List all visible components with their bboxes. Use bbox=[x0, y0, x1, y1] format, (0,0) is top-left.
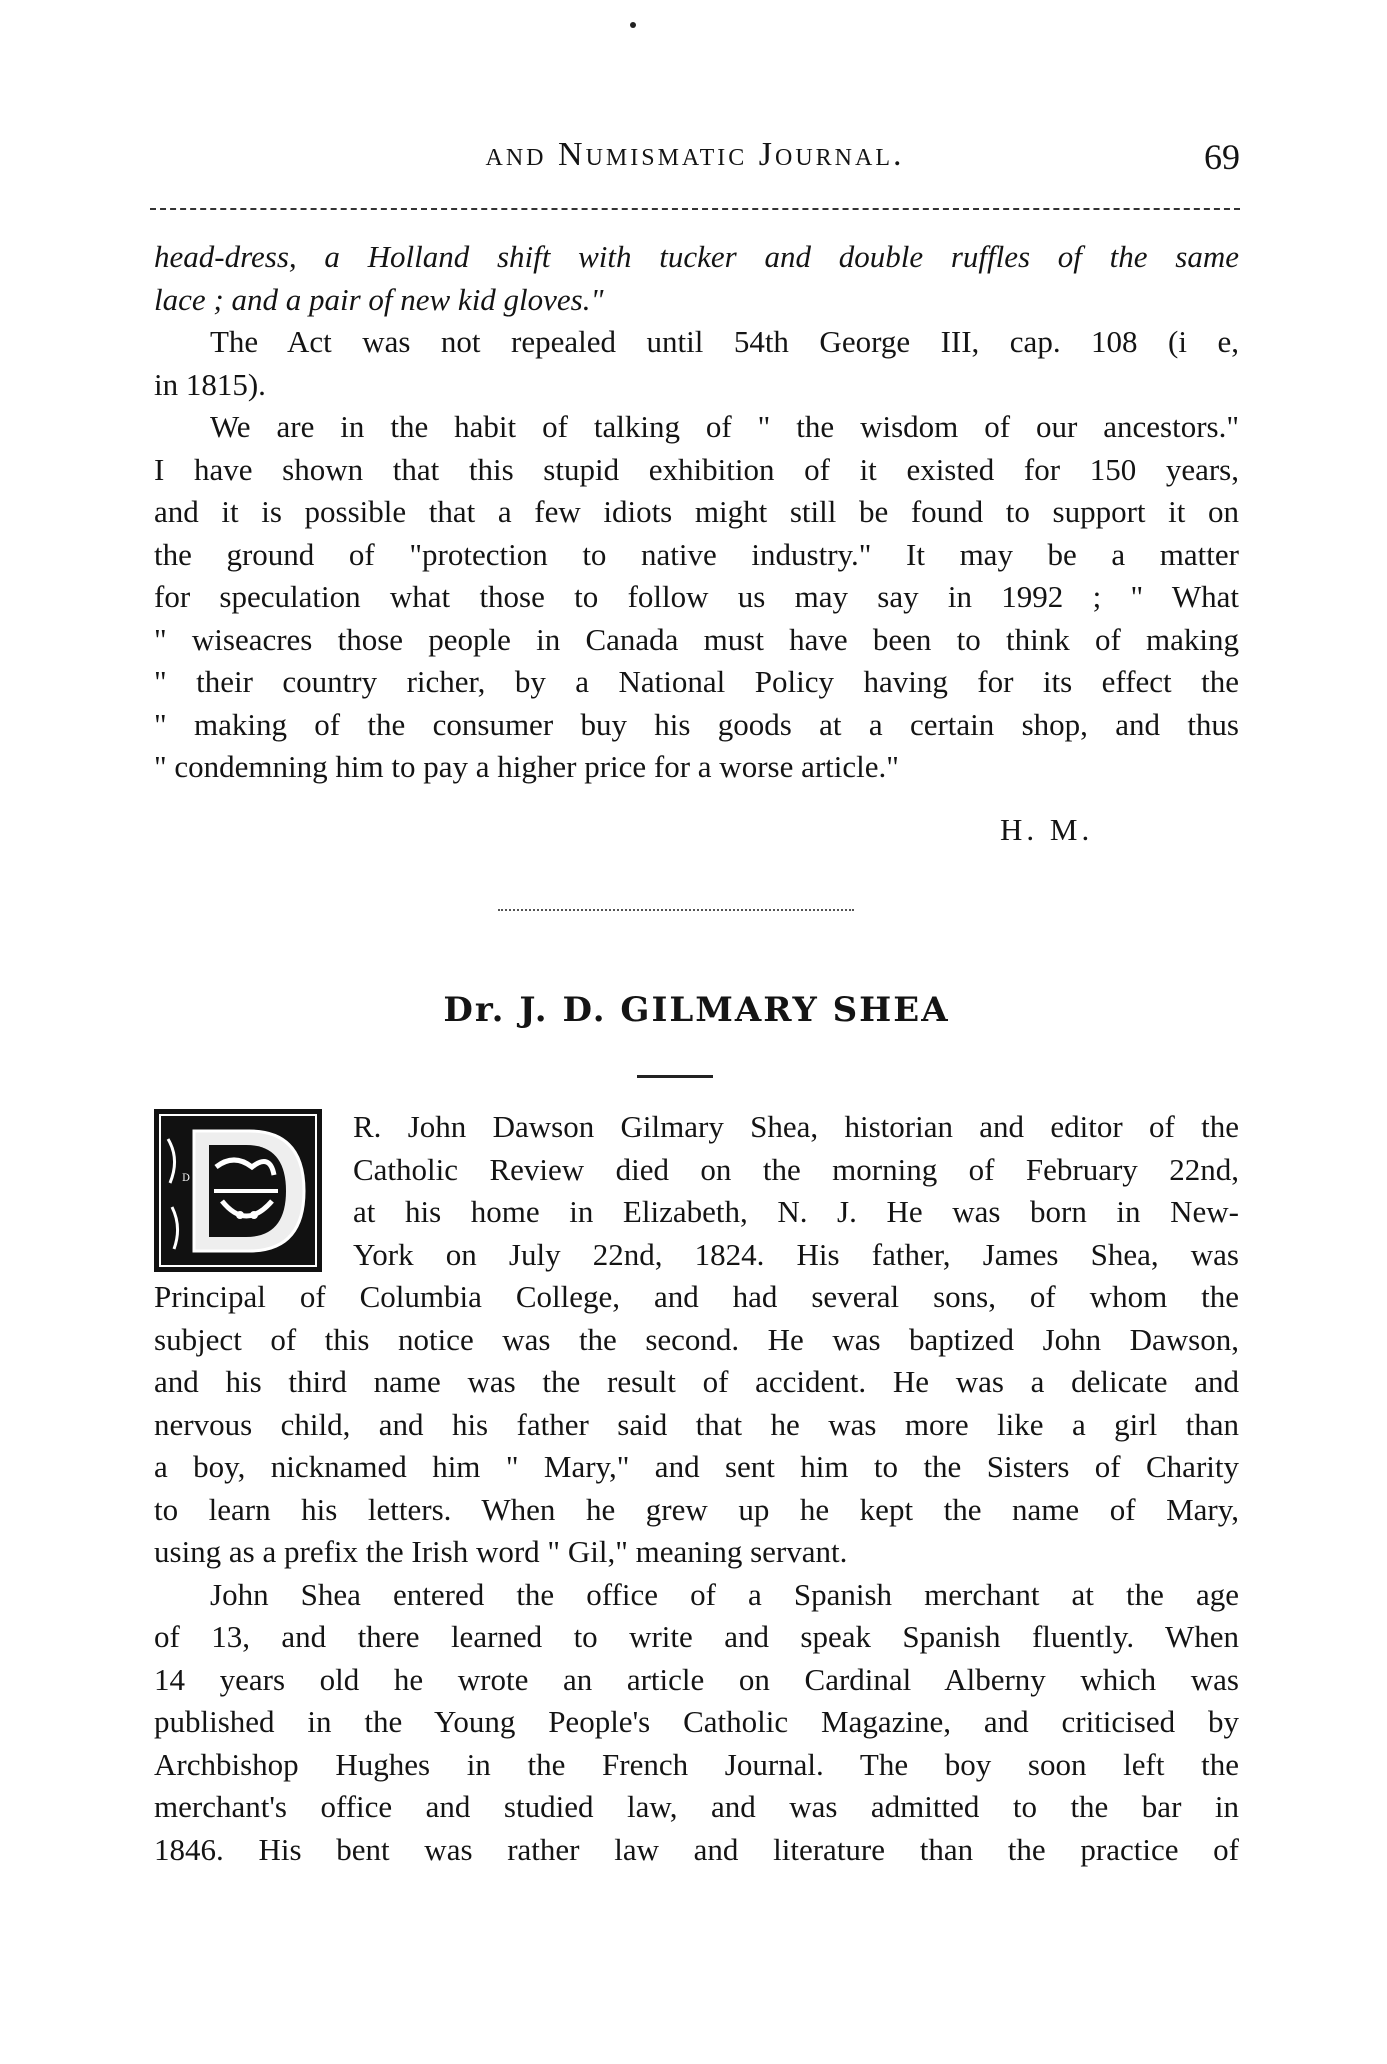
text-line: " their country richer, by a National Policy having for its effect the bbox=[154, 664, 1239, 699]
text-line: using as a prefix the Irish word " Gil," meaning servant. bbox=[154, 1534, 848, 1569]
text-line: and his third name was the result of accident. He was a delicate and bbox=[154, 1364, 1239, 1399]
text-line: lace ; and a pair of new kid gloves." bbox=[154, 281, 604, 317]
text-line: " condemning him to pay a higher price for a worse article." bbox=[154, 749, 899, 784]
text-line: We are in the habit of talking of " the wisdom of our ancestors." bbox=[210, 409, 1239, 444]
page-number: 69 bbox=[1204, 137, 1240, 177]
article-body bbox=[154, 1106, 1239, 1871]
text-line: John Shea entered the office of a Spanish merchant at the age bbox=[210, 1576, 1239, 1612]
article-title: Dr. J. D. GILMARY SHEA bbox=[443, 990, 950, 1030]
text-line: York on July 22nd, 1824. His father, James Shea, was bbox=[353, 1236, 1239, 1272]
text-line: The Act was not repealed until 54th George III, cap. 108 (i e, bbox=[210, 324, 1239, 359]
text-line: head-dress, a Holland shift with tucker and double ruffles of the same bbox=[154, 239, 1239, 274]
text-line: the ground of "protection to native industry." It may be a matter bbox=[154, 536, 1239, 572]
running-title: and Numismatic Journal. bbox=[485, 136, 905, 173]
text-line: merchant's office and studied law, and was admitted to the bar in bbox=[154, 1789, 1239, 1824]
text-line: for speculation what those to follow us may say in 1992 ; " What bbox=[154, 579, 1239, 614]
page-mark bbox=[630, 22, 636, 28]
text-line: R. John Dawson Gilmary Shea, historian and editor of the bbox=[353, 1109, 1239, 1144]
text-line: I have shown that this stupid exhibition of it existed for 150 years, bbox=[154, 451, 1239, 487]
text-line: " making of the consumer buy his goods at a certain shop, and thus bbox=[154, 706, 1239, 742]
section-one-body bbox=[154, 236, 1239, 789]
text-line: a boy, nicknamed him " Mary," and sent him to the Sisters of Charity bbox=[154, 1449, 1239, 1484]
text-line: subject of this notice was the second. He was baptized John Dawson, bbox=[154, 1321, 1239, 1357]
text-line: in 1815). bbox=[154, 366, 266, 402]
text-line: 1846. His bent was rather law and literature than the practice of bbox=[154, 1831, 1239, 1867]
text-line: of 13, and there learned to write and speak Spanish fluently. When bbox=[154, 1619, 1239, 1654]
running-header bbox=[150, 136, 1240, 186]
section-separator bbox=[498, 909, 854, 911]
text-line: Archbishop Hughes in the French Journal. The boy soon left the bbox=[154, 1746, 1239, 1782]
text-line: at his home in Elizabeth, N. J. He was born in New- bbox=[353, 1194, 1239, 1229]
text-line: to learn his letters. When he grew up he kept the name of Mary, bbox=[154, 1491, 1239, 1527]
header-rule bbox=[150, 208, 1240, 210]
text-line: 14 years old he wrote an article on Cardinal Alberny which was bbox=[154, 1661, 1239, 1697]
author-signature: H. M. bbox=[1000, 812, 1094, 847]
text-line: and it is possible that a few idiots might still be found to support it on bbox=[154, 494, 1239, 529]
text-line: nervous child, and his father said that he was more like a girl than bbox=[154, 1406, 1239, 1442]
text-line: Catholic Review died on the morning of February 22nd, bbox=[353, 1151, 1239, 1187]
text-line: " wiseacres those people in Canada must have been to think of making bbox=[154, 621, 1239, 657]
text-line: Principal of Columbia College, and had several sons, of whom the bbox=[154, 1279, 1239, 1314]
text-line: published in the Young People's Catholic Magazine, and criticised by bbox=[154, 1704, 1239, 1739]
svg-text:D: D bbox=[182, 1173, 191, 1184]
title-rule bbox=[637, 1075, 713, 1078]
